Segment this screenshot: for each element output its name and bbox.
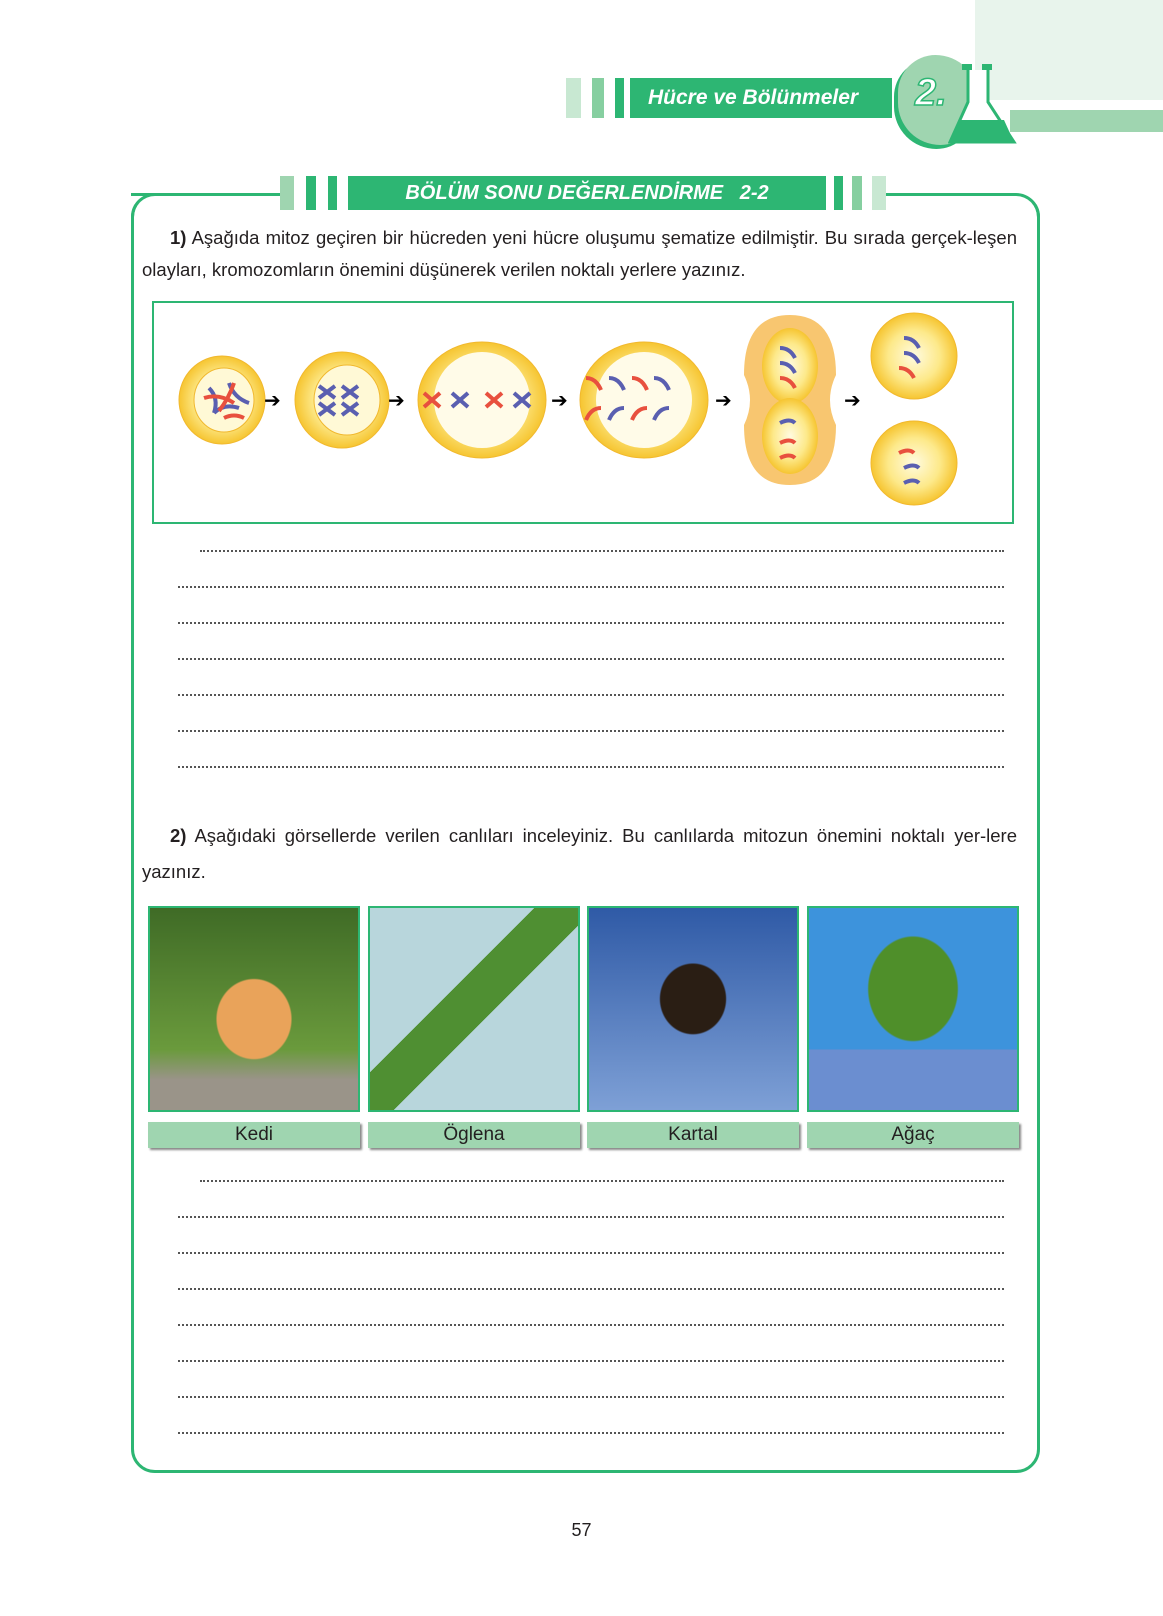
answer-line[interactable] xyxy=(178,1396,1004,1398)
arrow-icon: ➔ xyxy=(264,390,281,412)
header-stripe xyxy=(615,78,624,118)
photo-eagle xyxy=(587,906,799,1112)
label-kartal: Kartal xyxy=(587,1122,799,1148)
page-number: 57 xyxy=(571,1520,592,1540)
daughter-cell-top xyxy=(871,313,957,399)
arrow-icon: ➔ xyxy=(715,390,732,412)
header-stripe xyxy=(592,78,604,118)
cell-interphase xyxy=(179,356,265,444)
answer-line[interactable] xyxy=(178,1288,1004,1290)
answer-line[interactable] xyxy=(200,550,1004,552)
answer-line[interactable] xyxy=(178,1216,1004,1218)
arrow-icon: ➔ xyxy=(388,390,405,412)
corner-stripe xyxy=(1010,110,1163,132)
answer-line[interactable] xyxy=(178,1360,1004,1362)
cell-telophase xyxy=(744,315,836,485)
mitosis-diagram xyxy=(152,301,1014,524)
daughter-cell-bottom xyxy=(871,421,957,505)
header-stripe xyxy=(566,78,581,118)
cell-anaphase xyxy=(580,342,708,458)
answer-line[interactable] xyxy=(178,1432,1004,1434)
label-agac: Ağaç xyxy=(807,1122,1019,1148)
cell-metaphase xyxy=(418,342,546,458)
section-title: BÖLÜM SONU DEĞERLENDİRME 2-2 xyxy=(348,176,826,210)
photo-tree xyxy=(807,906,1019,1112)
photo-kitten xyxy=(148,906,360,1112)
chapter-number: 2. xyxy=(915,72,947,114)
answer-line[interactable] xyxy=(178,586,1004,588)
question-number: 1) xyxy=(170,227,187,248)
arrow-icon: ➔ xyxy=(844,390,861,412)
answer-line[interactable] xyxy=(178,694,1004,696)
chapter-title: Hücre ve Bölünmeler xyxy=(630,78,892,118)
answer-line[interactable] xyxy=(178,658,1004,660)
answer-line[interactable] xyxy=(178,1252,1004,1254)
answer-line[interactable] xyxy=(178,622,1004,624)
cell-prophase xyxy=(295,352,389,448)
question-2 xyxy=(142,818,1017,890)
answer-line[interactable] xyxy=(200,1180,1004,1182)
photo-euglena xyxy=(368,906,580,1112)
mitosis-illustration xyxy=(154,303,1012,522)
answer-line[interactable] xyxy=(178,730,1004,732)
question-text: Aşağıda mitoz geçiren bir hücreden yeni hücre oluşumu şematize edilmiştir. Bu sırada gerçek-leşen olayları, kromozomların önemini düşünerek verilen noktalı yerlere yazınız. xyxy=(142,227,1017,280)
question-1 xyxy=(142,222,1017,286)
flask-icon xyxy=(948,62,1018,148)
question-text: Aşağıdaki görsellerde verilen canlıları inceleyiniz. Bu canlılarda mitozun önemini noktalı yer-lere yazınız. xyxy=(142,825,1017,882)
answer-line[interactable] xyxy=(178,766,1004,768)
answer-line[interactable] xyxy=(178,1324,1004,1326)
question-number: 2) xyxy=(170,825,187,846)
label-oglena: Öglena xyxy=(368,1122,580,1148)
arrow-icon: ➔ xyxy=(551,390,568,412)
label-kedi: Kedi xyxy=(148,1122,360,1148)
